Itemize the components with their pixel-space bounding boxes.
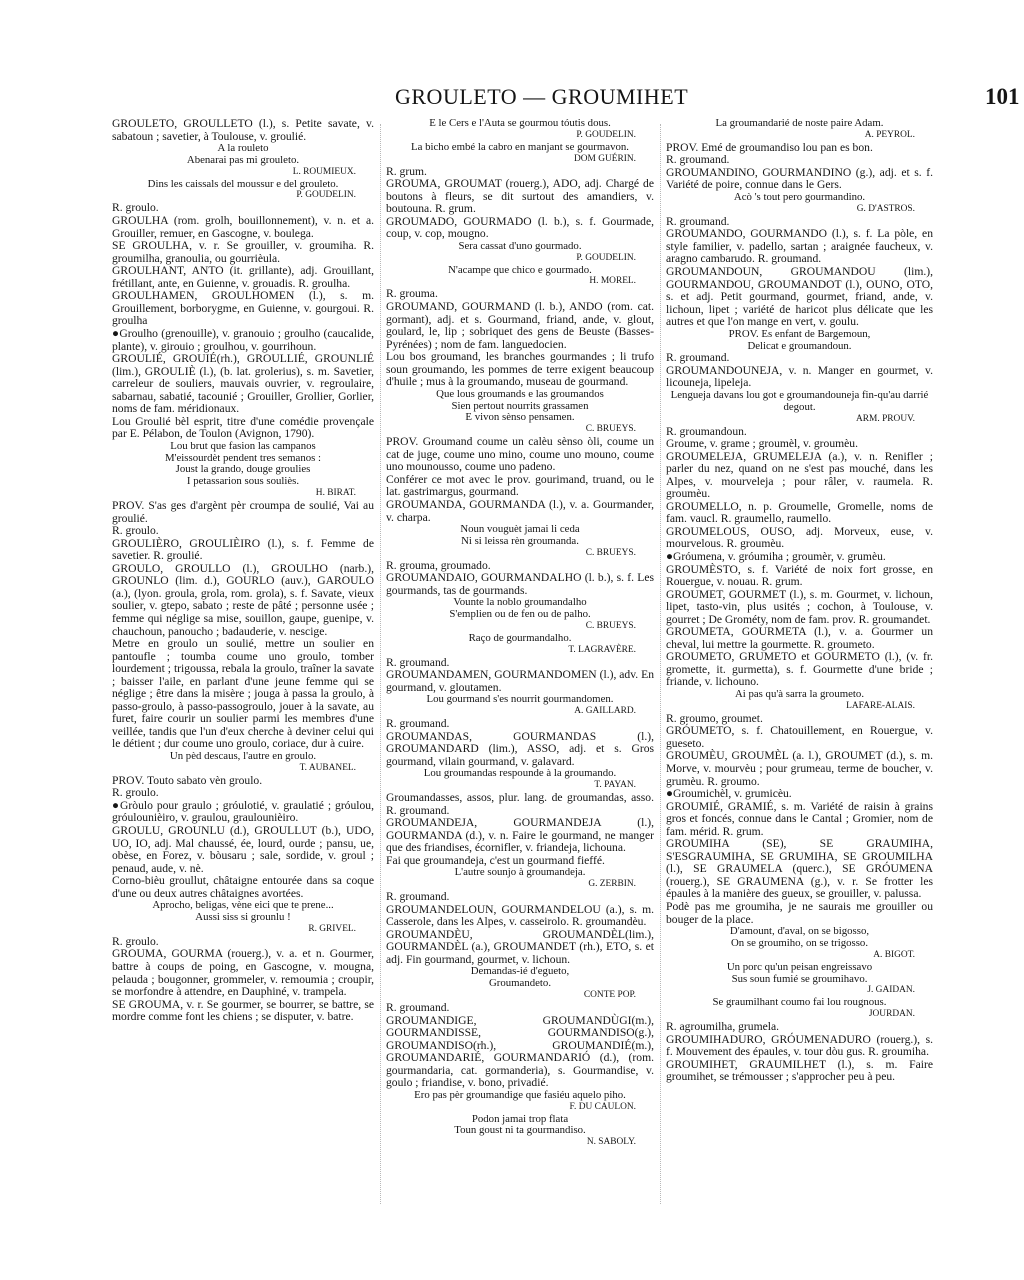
quotation-line: M'eissourdèt pendent tres semanos : — [164, 451, 322, 464]
quotation-line: PROV. Es enfant de Bargemoun, — [728, 327, 871, 340]
entry-paragraph: Groume, v. grame ; groumèl, v. groumèu. — [666, 437, 858, 451]
citation-author: G. ZERBIN. — [588, 879, 636, 890]
citation-author: T. LAGRAVÈRE. — [568, 644, 636, 655]
entry-paragraph: GROUMANDEJA, GOURMANDEJA (l.), GOURMANDA (d.), v. n. Faire le gourmand, ne manger que des friandises, écornifler, v. friandeja, lichouna. — [386, 816, 654, 855]
quotation-line: Sien pertout nourrits grassamen — [451, 399, 589, 412]
entry-paragraph: R. agroumilha, grumela. — [666, 1020, 780, 1034]
quotation-line: A la rouleto — [217, 142, 269, 155]
entry-paragraph: R. groulo. — [112, 201, 159, 215]
entry-paragraph: R. grouma. — [386, 287, 438, 301]
citation-author: P. GOUDELIN. — [576, 129, 636, 140]
entry-paragraph: R. grouma, groumado. — [386, 558, 491, 572]
entry-paragraph: R. groumandoun. — [666, 424, 747, 438]
entry-paragraph: GROUMANDO, GOURMANDO (l.), s. f. La pòle, en style familier, v. padello, sartan ; araignée faucheux, v. aragno cambarudo. R. groumand. — [666, 227, 933, 266]
quotation-line: Ni si leissa rèn groumanda. — [461, 534, 579, 547]
quotation-line: I petassarion sous souliès. — [186, 475, 300, 488]
entry-paragraph: GROUMANDA, GOURMANDA (l.), v. a. Gourmander, v. charpa. — [386, 497, 654, 524]
entry-paragraph: R. groumand. — [666, 214, 730, 228]
entry-paragraph: R. grum. — [386, 164, 427, 178]
quotation-line: La groumandarié de noste paire Adam. — [715, 117, 884, 129]
citation-author: CONTE POP. — [583, 990, 636, 1001]
column-divider — [660, 124, 661, 1204]
quotation-line: E le Cers e l'Auta se gourmou tóutis dous. — [429, 117, 611, 129]
quotation-line: Toun goust ni ta gourmandiso. — [454, 1124, 586, 1137]
entry-paragraph: GROUMANDAS, GOURMANDAS (l.), GROUMANDARD (lim.), ASSO, adj. et s. Gros gourmand, vilain gourmand, v. galavard. — [386, 729, 654, 768]
entry-paragraph: Lou Groulié bèl esprit, titre d'une comédie provençale par E. Pélabon, de Toulon (Avignon, 1790). — [112, 414, 374, 441]
entry-paragraph: R. groumand. — [386, 655, 450, 669]
entry-paragraph: GROUMIÉ, GRAMIÉ, s. m. Variété de raisin à grains gros et foncés, connue dans le Cantal ; Gromier, nom de fam. mérid. R. grum. — [666, 799, 933, 838]
quotation-line: Abenarai pas mi grouleto. — [186, 153, 300, 166]
quotation-line: On se groumiho, on se trigosso. — [730, 936, 869, 949]
column-divider — [380, 124, 381, 1204]
entry-paragraph: PROV. S'as ges d'argènt pèr croumpa de soulié, Vai au groulié. — [112, 499, 374, 525]
entry-paragraph: Groumandasses, assos, plur. lang. de groumandas, asso. R. groumand. — [386, 791, 654, 817]
citation-author: J. GAIDAN. — [867, 985, 915, 996]
citation-author: JOURDAN. — [868, 1009, 915, 1020]
quotation-line: Se graumilhant coumo fai lou rougnous. — [712, 996, 887, 1009]
entry-paragraph: Podè pas me groumiha, je ne saurais me grouiller ou bouger de la place. — [666, 900, 933, 926]
quotation-line: Un pèd descaus, l'autre en groulo. — [169, 750, 317, 762]
citation-author: A. PEYROL. — [864, 129, 915, 140]
entry-paragraph: GROUMA, GOURMA (rouerg.), v. a. et n. Gourmer, battre à coups de poing, en Gascogne, v. mougna, pelauda ; bougonner, grommeler, v. remoumia ; croupir, se morfondre à attendre, en Dauphiné, v. trampela. — [112, 947, 374, 999]
quotation-line: E vivon sènso pensamen. — [465, 411, 575, 424]
quotation-line: Dins les caissals del moussur e del grouleto. — [147, 177, 339, 190]
quotation-line: Joust la grando, douge groulies — [175, 463, 311, 476]
entry-paragraph: GRÓUMETO, s. f. Chatouillement, en Rouergue, v. gueseto. — [666, 724, 933, 750]
entry-paragraph: GROUMANDAIO, GOURMANDALHO (l. b.), s. f. Les gourmands, tas de gourmands. — [386, 571, 654, 597]
citation-author: T. PAYAN. — [594, 780, 636, 791]
quotation-line: D'amount, d'aval, on se bigosso, — [729, 925, 870, 938]
quotation-line: Un porc qu'un peisan engreissavo — [726, 960, 873, 973]
entry-paragraph: GROUMADO, GOURMADO (l. b.), s. f. Gourmade, coup, v. cop, mougno. — [386, 214, 654, 241]
quotation-line: Que lous groumands e las groumandos — [436, 387, 604, 400]
entry-paragraph: GROUMELOUS, OUSO, adj. Morveux, euse, v. mourvelous. R. groumèu. — [666, 524, 933, 551]
citation-author: C. BRUEYS. — [585, 620, 636, 631]
quotation-line: Groumandeto. — [488, 977, 552, 990]
entry-paragraph: GROUMANDAMEN, GOURMANDOMEN (l.), adv. En gourmand, v. gloutamen. — [386, 668, 654, 694]
citation-author: C. BRUEYS. — [585, 424, 636, 435]
quotation-line: Ai pas qu'à sarra la groumeto. — [734, 688, 865, 701]
entry-paragraph: PROV. Emé de groumandiso lou pan es bon. — [666, 140, 873, 154]
citation-author: H. BIRAT. — [315, 488, 356, 499]
entry-paragraph: R. groumand. — [386, 717, 450, 731]
entry-paragraph: ●Groulho (grenouille), v. granouio ; groulho (caucalide, plante), v. girouio ; groulhou, v. gourrihoun. — [112, 326, 374, 353]
entry-paragraph: ●Gróumena, v. gróumiha ; groumèr, v. grumèu. — [666, 550, 886, 563]
entry-paragraph: GROULO, GROULLO (l.), GROULHO (narb.), GROUNLO (lim. d.), GOURLO (auv.), GAROULO (a.), (lyon. groula, grola, rom. grola), s. f. Savate, vieux soulier, v. gtepo, sabato ; reste de pâté ; personne usée ; femme qui néglige sa mise, souillon, gaupe, guenipe, v. chauchoun, panoucho ; badauderie, v. nescige. — [112, 561, 374, 638]
quotation-line: Aussi siss si grounlu ! — [195, 911, 291, 924]
entry-paragraph: GROUMETO, GRUMETO et GOURMETO (l.), (v. fr. gromette, it. gurmetta), s. f. Gourmette d'une bride ; friande, v. lichouno. — [666, 650, 933, 689]
entry-paragraph: R. groulo. — [112, 934, 159, 948]
entry-paragraph: Corno-bièu groullut, châtaigne entourée dans sa coque d'une ou deux autres châtaignes avortées. — [112, 874, 374, 900]
entry-paragraph: PROV. Touto sabato vèn groulo. — [112, 773, 263, 787]
citation-author: ARM. PROUV. — [856, 413, 915, 424]
entry-paragraph: GROUMIHA (SE), SE GRAUMIHA, S'ESGRAUMIHA, SE GRUMIHA, SE GROUMILHA (l.), SE GRAUMELA (querc.), SE GRÓUMENA (rouerg.), SE GRAUMENA (g.), v. r. Se frotter les épaules à la manière des gueux, se grouiller, v. palussa. — [666, 837, 933, 901]
quotation-line: S'emplien ou de fen ou de palho. — [449, 608, 591, 621]
citation-author: H. MOREL. — [589, 276, 636, 287]
entry-paragraph: GROUMÈSTO, s. f. Variété de noix fort grosse, en Rouergue, v. nouau. R. grum. — [666, 562, 933, 589]
entry-paragraph: SE GROUMA, v. r. Se gourmer, se bourrer, se battre, se mordre comme font les chiens ; se disputer, v. batre. — [112, 997, 374, 1024]
entry-paragraph: Lou bos groumand, les branches gourmandes ; li trufo soun groumando, les pommes de terre exigent beaucoup d'huile ; mus à la groumando, museau de gourmand. — [386, 350, 654, 389]
quotation-line: Raço de gourmandalho. — [468, 631, 572, 644]
entry-paragraph: R. groumand. — [386, 1001, 450, 1015]
entry-paragraph: GROUMIHADURO, GRÓUMENADURO (rouerg.), s. f. Mouvement des épaules, v. tour dòu gus. R. groumiha. — [666, 1032, 933, 1059]
citation-author: T. AUBANEL. — [299, 762, 356, 773]
entry-paragraph: GROUMANDOUN, GROUMANDOU (lim.), GOURMANDOU, GROUMANDOT (l.), OUNO, OTO, s. et adj. Petit gourmand, gourmet, friand, ande, v. lichoun, lipet ; variété de haricot plus délicate que les autres et que l'on mange en vert, v. goulu. — [666, 264, 933, 329]
quotation-line: Aprocho, beligas, vène eici que te prene... — [152, 899, 334, 912]
quotation-line: Lengueja davans lou got e groumandouneja fin-qu'au darrié degout. — [670, 388, 929, 413]
entry-paragraph: R. groulo. — [112, 524, 159, 538]
citation-author: G. D'ASTROS. — [856, 203, 915, 214]
entry-paragraph: R. groumo, groumet. — [666, 711, 763, 725]
entry-paragraph: R. groumand. — [666, 153, 730, 167]
column-left — [112, 118, 374, 1024]
entry-paragraph: Conférer ce mot avec le prov. gourimand, truand, ou le lat. gastrimargus, gourmand. — [386, 472, 654, 499]
entry-paragraph: GROUMANDÈU, GROUMANDÈL(lim.), GOURMANDÈL (a.), GROUMANDET (rh.), ETO, s. et adj. Fin gourmand, gourmet, v. lichoun. — [386, 927, 654, 966]
quotation-line: Vounte la noblo groumandalho — [453, 596, 587, 609]
entry-paragraph: GROUMA, GROUMAT (rouerg.), ADO, adj. Chargé de boutons à fleurs, se dit surtout des amandiers, v. boutouna. R. grum. — [386, 177, 654, 216]
quotation-line: Noun vouguèt jamai li ceda — [460, 523, 580, 536]
citation-author: C. BRUEYS. — [585, 547, 636, 558]
entry-paragraph: GROULHA (rom. grolh, bouillonnement), v. n. et a. Grouiller, remuer, en Gascogne, v. boulega. — [112, 214, 374, 240]
quotation-line: Lou gourmand s'es nourrit gourmandomen. — [426, 693, 614, 706]
entry-paragraph: R. groumand. — [666, 351, 730, 365]
quotation-line: La bicho embé la cabro en manjant se gourmavon. — [411, 140, 629, 153]
entry-paragraph: R. groumand. — [386, 890, 450, 904]
quotation-line: Lou groumandas respounde à la groumando. — [423, 767, 617, 780]
entry-paragraph: GROUMÈU, GROUMÈL (a. l.), GROUMET (d.), s. m. Morve, v. mourvèu ; pour grumeau, terme de boucher, v. grumèu. R. groumo. — [666, 749, 933, 788]
citation-author: DOM GUÉRIN. — [574, 153, 636, 164]
entry-paragraph: Fai que groumandeja, c'est un gourmand fieffé. — [386, 853, 605, 867]
entry-paragraph: SE GROULHA, v. r. Se grouiller, v. groumiha. R. groumilha, granoulia, ou gourrièula. — [112, 239, 374, 265]
quotation-line: N'acampe que chico e gourmado. — [448, 263, 592, 276]
citation-author: R. GRIVEL. — [308, 923, 356, 934]
entry-paragraph: R. groulo. — [112, 786, 159, 800]
entry-paragraph: GROUMAND, GOURMAND (l. b.), ANDO (rom. cat. gormant), adj. et s. Gourmand, friand, ande, v. glout, goulard, le, lip ; sobriquet des gens de Beuste (Basses-Pyrénées) ; nom de fam. languedocien. — [386, 300, 654, 351]
quotation-line: Podon jamai trop flata — [471, 1112, 569, 1125]
entry-paragraph: GROULETO, GROULLETO (l.), s. Petite savate, v. sabatoun ; savetier, à Toulouse, v. groulié. — [112, 117, 374, 143]
citation-author: LAFARE-ALAIS. — [846, 700, 915, 711]
entry-paragraph: GROUMANDINO, GOURMANDINO (g.), adj. et s. f. Variété de poire, connue dans le Gers. — [666, 165, 933, 192]
entry-paragraph: GROUMET, GOURMET (l.), s. m. Gourmet, v. lichoun, lipet, tasto-vin, plus usités ; cochon, à Toulouse, v. gourret ; De Grométy, nom de fam. prov. R. groumandet. — [666, 587, 933, 626]
entry-paragraph: GROULIÈRO, GROULIÈIRO (l.), s. f. Femme de savetier. R. groulié. — [112, 536, 374, 563]
citation-author: P. GOUDELIN. — [576, 252, 636, 263]
quotation-line: Acò 's tout pero gourmandino. — [733, 190, 866, 203]
quotation-line: Lou brut que fasion las campanos — [170, 439, 316, 452]
quotation-line: L'autre sounjo à groumandeja. — [454, 866, 586, 879]
running-header: GROULETO — GROUMIHET — [395, 84, 689, 109]
quotation-line: Demandas-ié d'egueto, — [470, 965, 570, 978]
entry-paragraph: GROUMANDOUNEJA, v. n. Manger en gourmet, v. licouneja, lipeleja. — [666, 363, 933, 390]
entry-paragraph: ●Gròulo pour graulo ; gróulotié, v. graulatié ; gróulou, gróulounièiro, v. graulou, graulounièiro. — [112, 798, 374, 825]
entry-paragraph: GROUMANDELOUN, GOURMANDELOU (a.), s. m. Casserole, dans les Alpes, v. casseirolo. R. groumandèu. — [386, 902, 654, 929]
citation-author: F. DU CAULON. — [569, 1101, 636, 1112]
entry-paragraph: GROULHANT, ANTO (it. grillante), adj. Grouillant, frétillant, ante, en Guienne, v. grouadis. R. groulha. — [112, 264, 374, 290]
citation-author: A. GAILLARD. — [574, 706, 636, 717]
entry-paragraph: GROUMELLO, n. p. Groumelle, Gromelle, noms de fam. vaucl. R. graumello, raumello. — [666, 499, 933, 526]
entry-paragraph: PROV. Groumand coume un calèu sènso òli, coume un cat de juge, coume uno mino, coume uno mouno, coume uno mounousso, coume uno padeno. — [386, 435, 654, 474]
entry-paragraph: GROUMETA, GOURMETA (l.), v. a. Gourmer un cheval, lui mettre la gourmette. R. groumeto. — [666, 625, 933, 651]
quotation-line: Ero pas pèr groumandige que fasiéu aquelo piho. — [414, 1088, 626, 1101]
citation-author: L. ROUMIEUX. — [292, 166, 356, 177]
page-number: 101 — [985, 84, 1020, 109]
entry-paragraph: GROUMIHET, GRAUMILHET (l.), s. m. Faire groumihet, se trémousser ; s'approcher peu à peu. — [666, 1057, 933, 1084]
entry-paragraph: ●Groumichèl, v. grumicèu. — [666, 787, 792, 801]
entry-paragraph: GROUMANDIGE, GROUMANDÙGI(m.), GOURMANDISSE, GOURMANDISO(g.), GROUMANDISO(rh.), GROUMANDIÉ(m.), GROUMANDARIÉ, GOURMANDARIÓ (d.), (rom. gourmandaria, cat. gormanderia), s. Gourmandise, v. goulo ; friandise, v. bono, privadié. — [386, 1013, 654, 1090]
quotation-line: Sus soun fumié se groumihavo. — [731, 972, 868, 985]
quotation-line: Sera cassat d'uno gourmado. — [458, 239, 582, 252]
quotation-line: Delicat e groumandoun. — [747, 339, 852, 352]
entry-paragraph: Metre en groulo un soulié, mettre un soulier en pantoufle ; toumba coume uno groulo, tomber lourdement ; trigoussa, rebala la groulo, traîner la savate ; baisser l'aile, en parlant d'une jeune femme qui se néglige ; être dans la misère ; jouga à passa la groulo, à passo-groulo, à passo-passogroulo, jouer à la savate, au furet, faire courir un soulier parmi les membres d'une veillée, tandis que l'un d'eux cherche à deviner celui qui le détient ; dur coume uno groulo, coriace, dur à cuire. — [112, 637, 374, 751]
entry-paragraph: GROUMELEJA, GRUMELEJA (a.), v. n. Renifler ; parler du nez, quand on ne s'est pas mouché, dans les Alpes, v. mourveleja ; pour râler, v. raumela. R. groumèu. — [666, 449, 933, 501]
citation-author: P. GOUDELIN. — [296, 190, 356, 201]
entry-paragraph: GROULHAMEN, GROULHOMEN (l.), s. m. Grouillement, borborygme, en Guienne, v. gourgoui. R. groulha — [112, 289, 374, 328]
column-middle — [386, 118, 654, 1149]
column-right — [666, 118, 933, 1084]
entry-paragraph: GROULU, GROUNLU (d.), GROULLUT (b.), UDO, UO, IO, adj. Mal chaussé, ée, lourd, ourde ; pansu, ue, obèse, en Forez, v. bòusaru ; sale, sordide, v. groul ; penaud, aude, v. nè. — [112, 823, 374, 875]
citation-author: N. SABOLY. — [586, 1137, 636, 1148]
citation-author: A. BIGOT. — [873, 949, 915, 960]
entry-paragraph: GROULIÉ, GROUIÉ(rh.), GROULLIÉ, GROUNLIÉ (lim.), GROULIÈ (l.), (b. lat. grolerius), s. m. Savetier, carreleur de souliers, mauvais ouvrier, v. regroulaire, sabarnau, sabatié, tacounié ; Grouiller, Grollier, Gorlier, noms de fam. méridionaux. — [112, 352, 374, 416]
